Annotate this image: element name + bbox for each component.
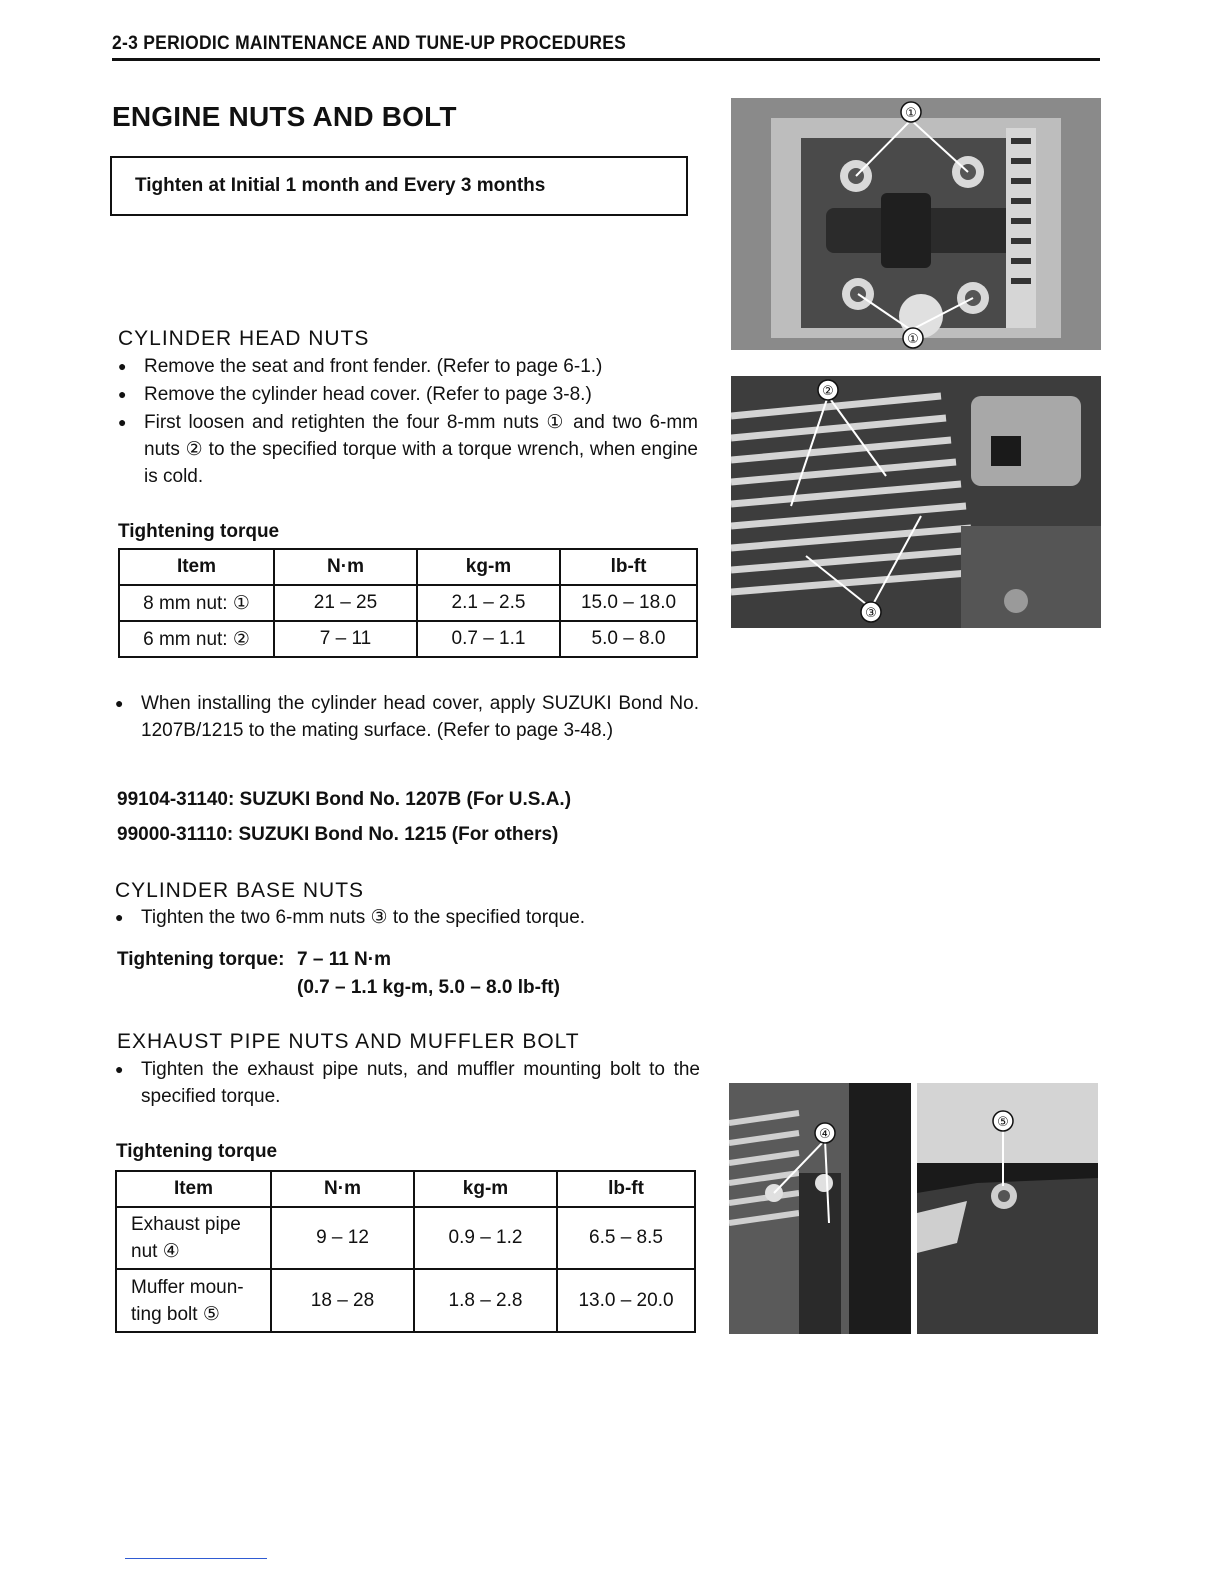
table-row <box>119 621 697 657</box>
cylinder-head-photo <box>731 98 1101 350</box>
col-header: kg-m <box>417 549 560 585</box>
exhaust-nuts-photo <box>729 1083 911 1334</box>
cylinder-base-heading: CYLINDER BASE NUTS <box>115 879 365 902</box>
table-cell: 13.0 – 20.0 <box>557 1269 695 1332</box>
cylinder-head-torque-table <box>118 548 698 658</box>
callout-1-label: ① <box>907 332 919 347</box>
col-header: Item <box>119 549 274 585</box>
table-cell: Muffer moun-ting bolt ⑤ <box>116 1269 271 1332</box>
bullet-item: ● Tighten the exhaust pipe nuts, and muffler mounting bolt to the specified torque. <box>115 1056 700 1110</box>
bond-part-number: 99104-31140: SUZUKI Bond No. 1207B (For U.S.A.) <box>117 789 572 810</box>
cylinder-fins-photo <box>731 376 1101 628</box>
col-header: lb-ft <box>557 1171 695 1207</box>
section-header: 2-3 PERIODIC MAINTENANCE AND TUNE-UP PROCEDURES <box>112 33 627 54</box>
cylinder-head-heading: CYLINDER HEAD NUTS <box>118 327 370 350</box>
interval-text: Tighten at Initial 1 month and Every 3 months <box>135 175 546 196</box>
header-rule <box>112 58 1100 61</box>
bullet-item: ● Tighten the two 6-mm nuts ③ to the specified torque. <box>115 904 699 931</box>
bullet-item: ● First loosen and retighten the four 8-mm nuts ① and two 6-mm nuts ② to the specified torque with a torque wrench, when engine is cold. <box>118 409 698 490</box>
torque-value: (0.7 – 1.1 kg-m, 5.0 – 8.0 lb-ft) <box>297 977 560 998</box>
callout-3-label: ③ <box>865 606 877 621</box>
table-cell: Exhaust pipe nut ④ <box>116 1207 271 1269</box>
table-cell: 6.5 – 8.5 <box>557 1207 695 1269</box>
table-cell: 15.0 – 18.0 <box>560 585 697 621</box>
callout-4-label: ④ <box>819 1127 831 1142</box>
torque-value: 7 – 11 N·m <box>297 949 391 970</box>
table-cell: 0.9 – 1.2 <box>414 1207 557 1269</box>
table-cell: 9 – 12 <box>271 1207 414 1269</box>
table-cell: 8 mm nut: ① <box>119 585 274 621</box>
table-header-row <box>119 549 697 585</box>
table-cell: 7 – 11 <box>274 621 417 657</box>
bullet-item: ● When installing the cylinder head cover, apply SUZUKI Bond No. 1207B/1215 to the mating surface. (Refer to page 3-48.) <box>115 690 699 744</box>
table-row <box>119 585 697 621</box>
torque-label: Tightening torque: <box>117 949 285 970</box>
table-cell: 2.1 – 2.5 <box>417 585 560 621</box>
table-cell: 1.8 – 2.8 <box>414 1269 557 1332</box>
muffler-bolt-photo <box>917 1083 1098 1334</box>
table-cell: 0.7 – 1.1 <box>417 621 560 657</box>
bullet-item: ● Remove the seat and front fender. (Refer to page 6-1.) <box>118 353 698 380</box>
table-cell: 5.0 – 8.0 <box>560 621 697 657</box>
torque-label: Tightening torque <box>118 521 280 542</box>
callout-5-label: ⑤ <box>997 1115 1009 1130</box>
col-header: N·m <box>274 549 417 585</box>
col-header: Item <box>116 1171 271 1207</box>
col-header: lb-ft <box>560 549 697 585</box>
interval-box <box>110 156 688 216</box>
bond-part-number: 99000-31110: SUZUKI Bond No. 1215 (For others) <box>117 824 559 845</box>
col-header: N·m <box>271 1171 414 1207</box>
callout-2-label: ② <box>822 384 834 399</box>
torque-label: Tightening torque <box>116 1141 278 1162</box>
exhaust-heading: EXHAUST PIPE NUTS AND MUFFLER BOLT <box>117 1030 580 1053</box>
exhaust-torque-table <box>115 1170 696 1333</box>
table-row <box>116 1269 695 1332</box>
bullet-item: ● Remove the cylinder head cover. (Refer to page 3-8.) <box>118 381 698 408</box>
table-cell: 21 – 25 <box>274 585 417 621</box>
col-header: kg-m <box>414 1171 557 1207</box>
table-cell: 18 – 28 <box>271 1269 414 1332</box>
table-cell: 6 mm nut: ② <box>119 621 274 657</box>
table-header-row <box>116 1171 695 1207</box>
table-row <box>116 1207 695 1269</box>
footer-line <box>125 1558 267 1559</box>
callout-1-label: ① <box>905 106 917 121</box>
page-title: ENGINE NUTS AND BOLT <box>112 101 457 132</box>
